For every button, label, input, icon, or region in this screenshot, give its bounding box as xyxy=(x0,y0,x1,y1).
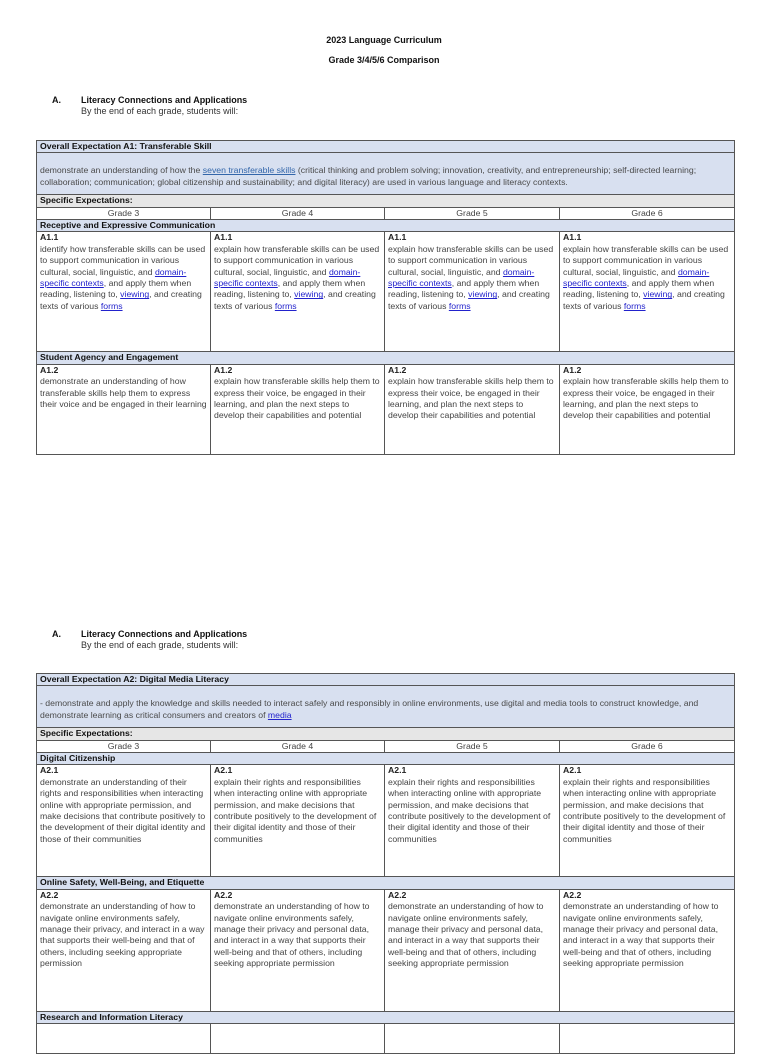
document-title: 2023 Language Curriculum xyxy=(326,35,442,45)
domain-specific-contexts-link[interactable]: domain-specific contexts xyxy=(40,266,187,289)
forms-link[interactable]: forms xyxy=(274,300,297,311)
grade-header: Grade 6 xyxy=(560,207,735,219)
seven-transferable-skills-link[interactable]: seven transferable skills xyxy=(202,165,296,176)
expectation-cell: A2.2 demonstrate an understanding of how to navigate online environments safely, manage their privacy and personal data, and interact in a way that supports their well-being and that of others, including seeking appropriate permission xyxy=(385,889,560,1011)
expectation-cell xyxy=(560,1024,735,1054)
grade-header: Grade 4 xyxy=(211,740,385,752)
section-intro: By the end of each grade, students will: xyxy=(81,640,239,650)
domain-specific-contexts-link[interactable]: domain-specific contexts xyxy=(214,266,361,289)
grade-header: Grade 3 xyxy=(37,740,211,752)
viewing-link[interactable]: viewing xyxy=(643,289,673,300)
section-heading xyxy=(52,629,247,650)
grade-header: Grade 5 xyxy=(385,740,560,752)
curriculum-table-a2 xyxy=(36,673,735,1054)
section-name: Literacy Connections and Applications xyxy=(81,629,248,639)
grade-header: Grade 5 xyxy=(385,207,560,219)
viewing-link[interactable]: viewing xyxy=(468,289,498,300)
curriculum-table-a1 xyxy=(36,140,735,455)
grade-header: Grade 3 xyxy=(37,207,211,219)
section-intro: By the end of each grade, students will: xyxy=(81,106,239,116)
overall-expectation-text: - demonstrate and apply the knowledge and skills needed to interact safely and responsibly in online environments, use digital and media tools to construct knowledge, and demonstrate learning as critical consumers and creators of media xyxy=(37,686,735,728)
expectation-cell: A2.2 demonstrate an understanding of how to navigate online environments safely, manage their privacy, and interact in a way that supports their well-being and that of others, including seeking appropriate permission xyxy=(37,889,211,1011)
category-heading: Receptive and Expressive Communication xyxy=(37,220,735,232)
overall-expectation-heading: Overall Expectation A1: Transferable Skill xyxy=(37,141,735,153)
forms-link[interactable]: forms xyxy=(100,300,123,311)
category-heading: Online Safety, Well-Being, and Etiquette xyxy=(37,877,735,889)
category-heading: Research and Information Literacy xyxy=(37,1011,735,1023)
domain-specific-contexts-link[interactable]: domain-specific contexts xyxy=(563,266,710,289)
grade-header: Grade 4 xyxy=(211,207,385,219)
expectation-cell: A1.2 demonstrate an understanding of how transferable skills help them to express their voice and be engaged in their learning xyxy=(37,364,211,454)
expectation-cell: A2.1 explain their rights and responsibilities when interacting online with appropriate permission, and make decisions that contribute positively to the development of their digital identity and those of their communities xyxy=(560,765,735,877)
overall-expectation-heading: Overall Expectation A2: Digital Media Literacy xyxy=(37,674,735,686)
expectation-cell: A2.2 demonstrate an understanding of how to navigate online environments safely, manage their privacy and personal data, and interact in a way that supports their well-being and that of others, including seeking appropriate permission xyxy=(211,889,385,1011)
media-link[interactable]: media xyxy=(267,709,292,720)
grade-header: Grade 6 xyxy=(560,740,735,752)
expectation-cell: A1.1 explain how transferable skills can be used to support communication in various cultural, social, linguistic, and domain-specific contexts, and apply them when reading, listening to, viewing, and creating texts of various forms xyxy=(560,232,735,352)
expectation-cell: A1.2 explain how transferable skills help them to express their voice, be engaged in their learning, and plan the next steps to develop their capabilities and potential xyxy=(211,364,385,454)
expectation-cell: A2.2 demonstrate an understanding of how to navigate online environments safely, manage their privacy and personal data, and interact in a way that supports their well-being and that of others, including seeking appropriate permission xyxy=(560,889,735,1011)
forms-link[interactable]: forms xyxy=(623,300,646,311)
section-heading xyxy=(52,95,247,116)
document-subtitle: Grade 3/4/5/6 Comparison xyxy=(328,55,440,65)
expectation-cell: A1.1 identify how transferable skills can be used to support communication in various cultural, social, linguistic, and domain-specific contexts, and apply them when reading, listening to, viewing, and creating texts of various forms xyxy=(37,232,211,352)
section-letter: A. xyxy=(52,629,61,639)
category-heading: Digital Citizenship xyxy=(37,753,735,765)
domain-specific-contexts-link[interactable]: domain-specific contexts xyxy=(388,266,535,289)
expectation-cell: A2.1 explain their rights and responsibilities when interacting online with appropriate permission, and make decisions that contribute positively to the development of their digital identity and those of their communities xyxy=(385,765,560,877)
category-heading: Student Agency and Engagement xyxy=(37,352,735,364)
specific-expectations-label: Specific Expectations: xyxy=(37,728,735,740)
expectation-cell: A1.1 explain how transferable skills can be used to support communication in various cultural, social, linguistic, and domain-specific contexts, and apply them when reading, listening to, viewing, and creating texts of various forms xyxy=(211,232,385,352)
overall-expectation-text: demonstrate an understanding of how the seven transferable skills (critical thinking and problem solving; innovation, creativity, and entrepreneurship; self-directed learning; collaboration; communication; global citizenship and sustainability; and digital literacy) are used in various language and literacy contexts. xyxy=(37,153,735,195)
expectation-cell xyxy=(211,1024,385,1054)
expectation-cell: A1.1 explain how transferable skills can be used to support communication in various cultural, social, linguistic, and domain-specific contexts, and apply them when reading, listening to, viewing, and creating texts of various forms xyxy=(385,232,560,352)
expectation-cell xyxy=(37,1024,211,1054)
expectation-cell: A2.1 explain their rights and responsibilities when interacting online with appropriate permission, and make decisions that contribute positively to the development of their digital identity and those of their communities xyxy=(211,765,385,877)
forms-link[interactable]: forms xyxy=(448,300,471,311)
expectation-cell xyxy=(385,1024,560,1054)
section-letter: A. xyxy=(52,95,61,105)
viewing-link[interactable]: viewing xyxy=(294,289,324,300)
expectation-cell: A2.1 demonstrate an understanding of their rights and responsibilities when interacting online with appropriate permission, and make decisions that contribute positively to the development of their digital identity and those of their communities xyxy=(37,765,211,877)
section-name: Literacy Connections and Applications xyxy=(81,95,248,105)
expectation-cell: A1.2 explain how transferable skills help them to express their voice, be engaged in their learning, and plan the next steps to develop their capabilities and potential xyxy=(560,364,735,454)
expectation-cell: A1.2 explain how transferable skills help them to express their voice, be engaged in their learning, and plan the next steps to develop their capabilities and potential xyxy=(385,364,560,454)
specific-expectations-label: Specific Expectations: xyxy=(37,195,735,207)
viewing-link[interactable]: viewing xyxy=(120,289,150,300)
